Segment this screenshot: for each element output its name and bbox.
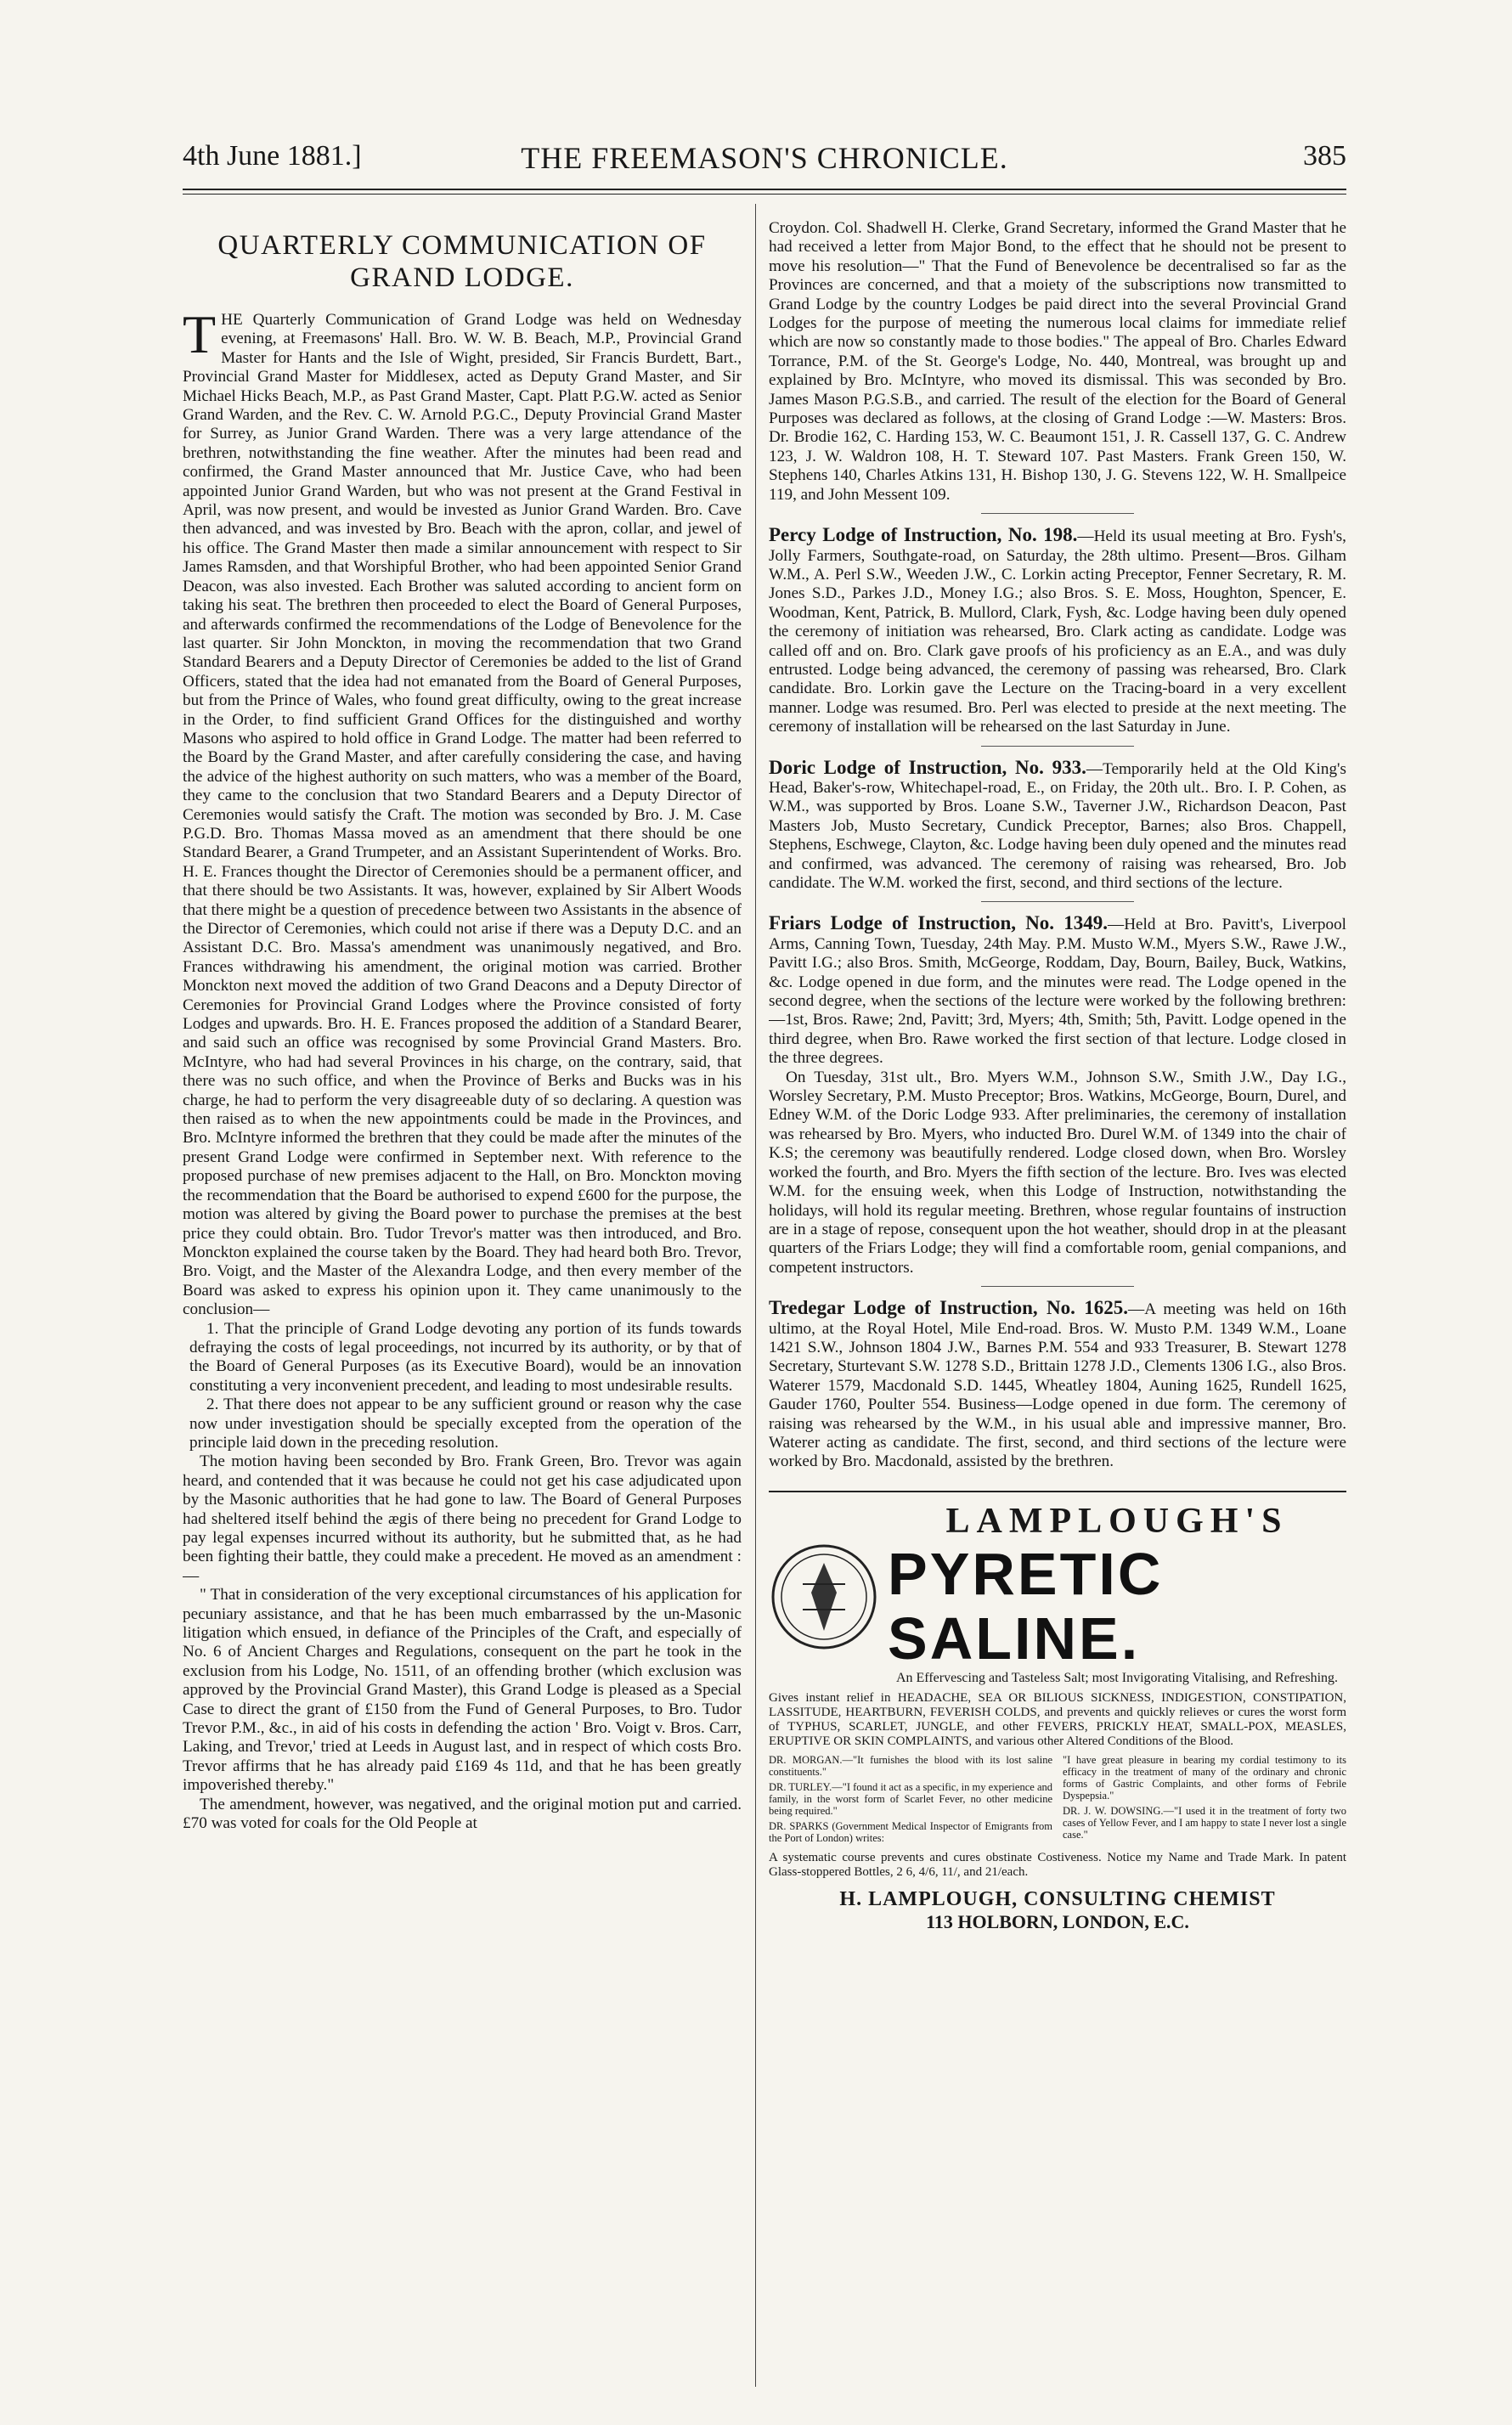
- ad-chemist: H. LAMPLOUGH, CONSULTING CHEMIST: [839, 1887, 1276, 1910]
- testimonial: "I have great pleasure in bearing my cordial testimony to its efficacy in the treatment of many of the ordinary and chronic forms of Gastric Complaints, and other forms of Febrile Dyspepsia.": [1063, 1753, 1346, 1802]
- issue-date: 4th June 1881.]: [183, 140, 362, 172]
- article-paragraph: THE Quarterly Communication of Grand Lodge was held on Wednesday evening, at Freemasons' Hall. Bro. W. W. B. Beach, M.P., Provincial Grand Master for Hants and the Isle of Wight, presided, Sir Francis Burdett, Bart., Provincial Grand Master for Middlesex, acted as Deputy Grand Master, and Sir Michael Hicks Beach, M.P., as Past Grand Master, Capt. Platt P.G.W. acted as Senior Grand Warden, and the Rev. C. W. Arnold P.G.C., Deputy Provincial Grand Master for Surrey, as Junior Grand Warden. There was a very large attendance of the brethren, notwithstanding the fine weather. After the minutes had been read and confirmed, the Grand Master announced that Mr. Justice Cave, who had been appointed Junior Grand Warden, but who was not present at the Grand Festival in April, was now present, and would be invested as Junior Grand Warden. Bro. Cave then advanced, and was invested by Bro. Beach with the apron, collar, and jewel of his office. The Grand Master then made a similar announcement with respect to Sir James Ramsden, and that Worshipful Brother, who had been appointed Senior Grand Deacon, was also invested. Each Brother was saluted according to ancient form on taking his seat. The brethren then proceeded to elect the Board of General Purposes, and afterwards confirmed the recommendations of the Lodge of Benevolence for the last quarter. Sir John Monckton, in moving the recommendation that two Grand Standard Bearers and a Deputy Director of Ceremonies be added to the list of Grand Officers, stated that the idea had not emanated from the Board of General Purposes, but from the Prince of Wales, who found great difficulty, owing to the great increase in the Order, to find sufficient Grand Offices for the distinguished and worthy Masons who aspired to hold office in Grand Lodge. The matter had been referred to the Board by the Grand Master, and after carefully considering the case, and having the advice of the highest authority on such matters, who was a member of the Board, they came to the conclusion that two Standard Bearers and a Deputy Director of Ceremonies would satisfy the Craft. The motion was seconded by Bro. J. M. Case P.G.D. Bro. Thomas Massa moved as an amendment that there should be one Standard Bearer, a Grand Trumpeter, and an Assistant Superintendent of Works. Bro. H. E. Frances thought the Director of Ceremonies should be a permanent officer, and that there should be two Assistants. It was, however, explained by Sir Albert Woods that there might be a question of precedence between two Assistants in the absence of the Director of Ceremonies, which could not arise if there was a Deputy D.C. and an Assistant D.C. Bro. Massa's amendment was unanimously negatived, and Bro. Frances withdrawing his amendment, the original motion was carried. Brother Monckton next moved the addition of two Grand Deacons and a Deputy Director of Ceremonies for Provincial Grand Lodges where the Province consisted of forty Lodges and upwards. Bro. H. E. Frances proposed the addition of a Standard Bearer, and said such an office was recognised by some Provincial Grand Masters. Bro. McIntyre, who had had several Provinces in his charge, on the contrary, said, that there was no such office, and when the Province of Berks and Bucks was in his charge, he had to perform the very disagreeable duty of so declaring. A question was then raised as to when the new appointments could be made in the Provinces, and Bro. McIntyre informed the brethren that they could be made after the minutes of the present Grand Lodge were confirmed in September next. With reference to the proposed purchase of new premises adjacent to the Hall, on Bro. Monckton moving the recommendation that the Board be authorised to expend £600 for the purpose, the motion was altered by giving the Board power to purchase the premises at the best price they could obtain. Bro. Tudor Trevor's matter was then introduced, and Bro. Monckton explained the course taken by the Board. They had heard both Bro. Trevor, Bro. Voigt, and the Master of the Alexandra Lodge, and then every member of the Board was asked to express his opinion upon it. They came unanimously to the conclusion—: [183, 304, 742, 1319]
- right-column: [769, 219, 1346, 2389]
- trademark-seal-icon: [769, 1542, 879, 1652]
- lodge-report: Percy Lodge of Instruction, No. 198.—Held its usual meeting at Bro. Fysh's, Jolly Farmers, Southgate-road, on Saturday, the 28th ultimo. Present—Bros. Gilham W.M., A. Perl S.W., Weeden J.W., C. Lorkin acting Preceptor, Fenner Secretary, R. M. Jones S.D., Parkes J.D., Money I.G.; also Bros. S. E. Moss, Houghton, Spencer, E. Woodman, Kent, Patrick, B. Mullord, Clark, Fysh, &c. Lodge having been duly opened the ceremony of initiation was rehearsed, Bro. Clark acting as candidate. Lodge was called off and on. Bro. Clark gave proofs of his proficiency as an E.A., and was duly entrusted. Lodge being advanced, the ceremony of passing was rehearsed, Bro. Clark candidate. Bro. Lorkin gave the Lecture on the Tracing-board in a very excellent manner. Lodge was resumed. Bro. Perl was elected to preside at the next meeting. The ceremony of installation will be rehearsed on the last Saturday in June.: [769, 524, 1346, 736]
- article-paragraph: The motion having been seconded by Bro. Frank Green, Bro. Trevor was again heard, and contended that it was because he could not get his case adjudicated upon by the Masonic authorities that he had gone to law. The Board of General Purposes had sheltered itself behind the ægis of there being no precedent for Grand Lodge to pay legal expenses incurred without its authority, but he submitted that, as he had been fighting their battle, they could make a precedent. He moved as an amendment :—: [183, 1452, 742, 1585]
- article-title: QUARTERLY COMMUNICATION OF GRAND LODGE.: [217, 230, 707, 293]
- ad-tagline: An Effervescing and Tasteless Salt; most Invigorating Vitalising, and Refreshing.: [895, 1670, 1339, 1685]
- lodge-heading: Tredegar Lodge of Instruction, No. 1625.: [769, 1297, 1128, 1319]
- testimonial: DR. TURLEY.—"I found it act as a specific, in my experience and family, in the worst form of Scarlet Fever, no other medicine being required.": [769, 1780, 1052, 1817]
- drop-cap: T: [183, 304, 217, 364]
- lodge-heading: Doric Lodge of Instruction, No. 933.: [769, 756, 1086, 778]
- lodge-heading: Friars Lodge of Instruction, No. 1349.: [769, 912, 1108, 934]
- lodge-report: Tredegar Lodge of Instruction, No. 1625.—A meeting was held on 16th ultimo, at the Royal Hotel, Mile End-road. Bros. W. Musto P.M. 1349 W.M., Loane 1421 S.W., Johnson 1804 J.W., Barnes P.M. 554 and 933 Treasurer, B. Stewart 1278 Secretary, Sturtevant S.W. 1278 S.D., Brittain 1278 J.D., Clements 1306 I.G., also Bros. Waterer 1579, Macdonald S.D. 1445, Wheatley 1804, Auning 1625, Rundell 1625, Gauder 1760, Poulter 554. Business—Lodge opened in due form. The ceremony of raising was rehearsed by the W.M., in his usual able and impressive manner, Bro. Waterer acting as candidate. The first, second, and third sections of the lecture were worked by Bro. Macdonald, assisted by the brethren.: [769, 1297, 1346, 1471]
- testimonials-right: [1063, 1754, 1346, 1847]
- ad-address: 113 HOLBORN, LONDON, E.C.: [926, 1910, 1189, 1932]
- advertisement: [769, 1491, 1346, 1933]
- testimonial: DR. SPARKS (Government Medical Inspector of Emigrants from the Port of London) writes:: [769, 1819, 1052, 1844]
- resolution-item: 2. That there does not appear to be any sufficient ground or reason why the case now under investigation should be specially excepted from the operation of the principle laid down in the preceding resolution.: [189, 1396, 742, 1452]
- ad-product-name: PYRETIC SALINE.: [888, 1540, 1164, 1672]
- ad-header-row: [769, 1542, 1346, 1671]
- section-rule: [981, 746, 1134, 747]
- running-head: [183, 140, 1346, 183]
- lodge-report: Doric Lodge of Instruction, No. 933.—Temporarily held at the Old King's Head, Baker's-row, Whitechapel-road, E., on Friday, the 20th ult.. Bro. I. P. Cohen, as W.M., was supported by Bros. Loane S.W., Taverner J.W., Richardson Deacon, Past Masters Job, Musto Secretary, Cundick Preceptor, Barnes; also Bros. Chappell, Stephens, Eschwege, Clayton, &c. Lodge having been duly opened and the minutes read and confirmed, was advanced. The ceremony of raising was rehearsed, Bro. Job candidate. The W.M. worked the first, second, and third sections of the lecture.: [769, 756, 1346, 892]
- ad-footer: A systematic course prevents and cures obstinate Costiveness. Notice my Name and Trade Mark. In patent Glass-stoppered Bottles, 2 6, 4/6, 11/, and 21/each.: [769, 1850, 1346, 1879]
- ad-body: Gives instant relief in HEADACHE, SEA OR BILIOUS SICKNESS, INDIGESTION, CONSTIPATION, LASSITUDE, HEARTBURN, FEVERISH COLDS, and prevents and quickly relieves or cures the worst form of TYPHUS, SCARLET, JUNGLE, and other FEVERS, PRICKLY HEAT, SMALL-POX, MEASLES, ERUPTIVE OR SKIN COMPLAINTS, and various other Altered Conditions of the Blood.: [769, 1690, 1346, 1748]
- ad-testimonials: [769, 1754, 1346, 1847]
- header-rule-thin: [183, 194, 1346, 195]
- left-column: [183, 219, 742, 2389]
- amendment-quote: " That in consideration of the very exceptional circumstances of his application for pecuniary assistance, and that he has been much embarrassed by the un-Masonic litigation which ensued, in defiance of the Principles of the Craft, and especially of No. 6 of Ancient Charges and Regulations, consequent on the part he took in the exclusion from his Lodge, No. 1511, of an offending brother (which exclusion was approved by the Provincial Grand Master), this Grand Lodge is pleased as a Special Case to direct the grant of £150 from the Fund of General Purposes, to Bro. Tudor Trevor P.M., &c., in aid of his costs in defending the action ' Bro. Voigt v. Bros. Carr, Laking, and Trevor,' tried at Leeds in August last, and in respect of which costs Bro. Trevor affirms that he has already paid £169 4s 11d, and that he has been greatly impoverished thereby.": [183, 1586, 742, 1795]
- section-rule: [981, 1286, 1134, 1287]
- resolution-item: 1. That the principle of Grand Lodge devoting any portion of its funds towards defraying the costs of legal proceedings, not incurred by its authority, or by that of the Board of General Purposes (as its Executive Board), would be an innovation constituting a very inconvenient precedent, and leading to most undesirable results.: [189, 1319, 742, 1395]
- testimonial: DR. MORGAN.—"It furnishes the blood with its lost saline constituents.": [769, 1753, 1052, 1778]
- lodge-heading: Percy Lodge of Instruction, No. 198.: [769, 524, 1078, 546]
- article-continuation: Croydon. Col. Shadwell H. Clerke, Grand Secretary, informed the Grand Master that he had received a letter from Major Bond, to the effect that he should not be present to move his resolution—" That the Fund of Benevolence be decentralised so far as the Provinces are concerned, and that a moiety of the subscriptions now transmitted to Grand Lodge by the country Lodges be paid direct into the several Provincial Grand Lodges for the purpose of meeting the numerous local claims for immediate relief which are now so constantly made to those bodies." The appeal of Bro. Charles Edward Torrance, P.M. of the St. George's Lodge, No. 440, Montreal, was brought up and explained by Bro. McIntyre, who moved its dismissal. This was seconded by Bro. James Mason P.G.S.B., and carried. The result of the election for the Board of General Purposes was declared as follows, at the closing of Grand Lodge :—W. Masters: Bros. Dr. Brodie 162, C. Harding 153, W. C. Beaumont 151, J. R. Cassell 137, G. C. Andrew 123, J. W. Waldron 108, H. T. Steward 107. Past Masters. Frank Green 150, W. Stephens 140, Charles Atkins 131, H. Bishop 130, J. G. Stevens 122, W. H. Smallpeice 119, and John Messent 109.: [769, 219, 1346, 504]
- lodge-report-paragraph: On Tuesday, 31st ult., Bro. Myers W.M., Johnson S.W., Smith J.W., Day I.G., Worsley Secretary, P.M. Musto Preceptor; Bros. Watkins, McGeorge, Bourn, Durel, and Edney W.M. of the Doric Lodge 933. After preliminaries, the ceremony of installation was rehearsed by Bro. Myers, who inducted Bro. Durel W.M. of 1349 into the chair of K.S; the ceremony was beautifully rendered. Lodge closed down, when Bro. Worsley worked the fourth, and Bro. Myers the fifth section of the lecture. Bro. Ives was elected W.M. for the ensuing week, when this Lodge of Instruction, notwithstanding the holidays, will hold its regular meeting. Brethren, whose regular fountains of instruction are in a stage of repose, consequent upon the hot weather, should drop in at the pleasant quarters of the Friars Lodge; they will find a comfortable room, genial companions, and competent instructors.: [769, 1068, 1346, 1277]
- column-divider: [755, 204, 756, 2387]
- testimonials-left: [769, 1754, 1052, 1847]
- ad-brand: LAMPLOUGH'S: [945, 1501, 1289, 1541]
- lodge-report: Friars Lodge of Instruction, No. 1349.—Held at Bro. Pavitt's, Liverpool Arms, Canning Town, Tuesday, 24th May. P.M. Musto W.M., Myers S.W., Rawe J.W., Pavitt I.G.; also Bros. Smith, McGeorge, Roddam, Day, Bourn, Bailey, Buck, Watkins, &c. Lodge opened in due form, and the minutes were read. The Lodge opened in the second degree, when the sections of the lecture were worked by the following brethren:—1st, Bros. Rawe; 2nd, Pavitt; 3rd, Myers; 4th, Smith; 5th, Pavitt. Lodge opened in the third degree, when Bro. Rawe worked the first section of that lecture. Lodge closed in the three degrees.: [769, 912, 1346, 1068]
- article-paragraph: The amendment, however, was negatived, and the original motion put and carried. £70 was voted for coals for the Old People at: [183, 1795, 742, 1833]
- header-rule: [183, 189, 1346, 190]
- page-number: 385: [1303, 140, 1346, 172]
- testimonial: DR. J. W. DOWSING.—"I used it in the treatment of forty two cases of Yellow Fever, and I am happy to state I never lost a single case.": [1063, 1804, 1346, 1841]
- publication-title: THE FREEMASON'S CHRONICLE.: [521, 141, 1008, 175]
- section-rule: [981, 901, 1134, 902]
- section-rule: [981, 513, 1134, 514]
